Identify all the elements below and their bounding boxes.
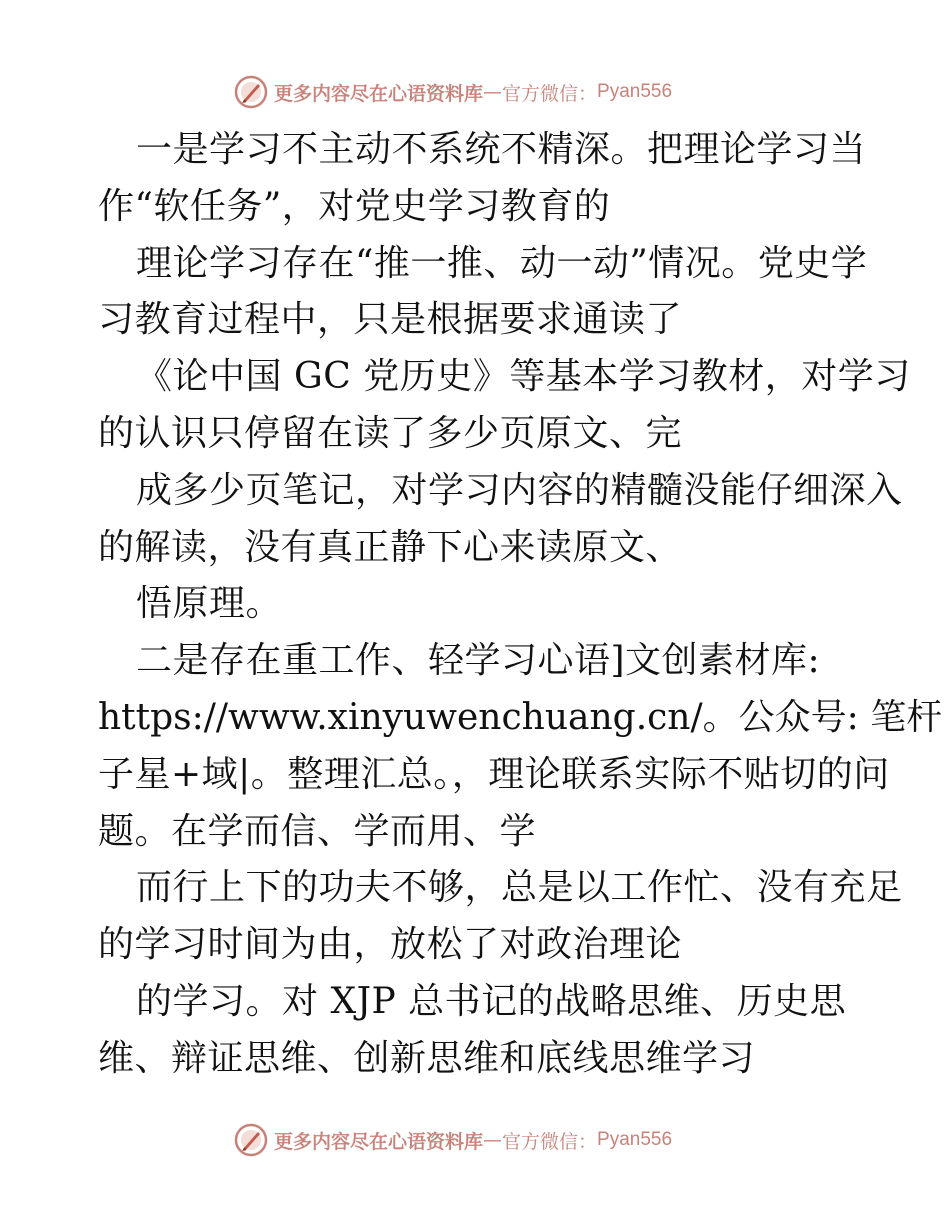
body-line: 一是学习不主动不系统不精深。把理论学习当 [136,129,867,170]
body-line: 二是存在重工作、轻学习心语]文创素材库: [136,640,821,682]
body-line: 的学习时间为由，放松了对政治理论 [98,924,683,966]
watermark-wechat-label: 官方微信： [502,1130,598,1153]
watermark-main-text: 更多内容尽在心语资料库 [274,1130,484,1153]
body-line: 维、辩证思维、创新思维和底线思维学习 [98,1037,756,1079]
body-line: https://www.xinyuwenchuang.cn/。公众号: 笔杆 [98,696,943,738]
quill-seal-icon [234,75,268,109]
watermark-wechat-id: Pyan556 [597,1129,673,1150]
footer-watermark [234,1120,714,1160]
watermark-wechat-label: 官方微信： [502,82,598,105]
body-line: 而行上下的功夫不够，总是以工作忙、没有充足 [136,867,903,909]
body-line: 理论学习存在“推一推、动一动”情况。党史学 [136,242,868,284]
body-line: 的解读，没有真正静下心来读原文、 [98,526,683,568]
watermark-wechat-id: Pyan556 [597,81,673,102]
watermark-dash: — [483,81,503,103]
body-line: 的学习。对 XJP 总书记的战略思维、历史思 [136,980,847,1022]
header-watermark [234,72,714,112]
body-line: 悟原理。 [136,583,283,625]
watermark-dash: — [483,1129,503,1151]
body-line: 的认识只停留在读了多少页原文、完 [98,412,683,454]
body-line: 题。在学而信、学而用、学 [98,810,537,852]
body-line: 成多少页笔记，对学习内容的精髓没能仔细深入 [136,469,903,511]
body-line: 《论中国 GC 党历史》等基本学习教材，对学习 [136,356,911,398]
document-body [98,122,943,1088]
quill-seal-icon [234,1123,268,1157]
body-line: 作“软任务”，对党史学习教育的 [98,185,611,227]
watermark-main-text: 更多内容尽在心语资料库 [274,82,484,105]
body-line: 子星+域|。整理汇总。，理论联系实际不贴切的问 [98,753,890,795]
body-line: 习教育过程中，只是根据要求通读了 [98,299,683,341]
